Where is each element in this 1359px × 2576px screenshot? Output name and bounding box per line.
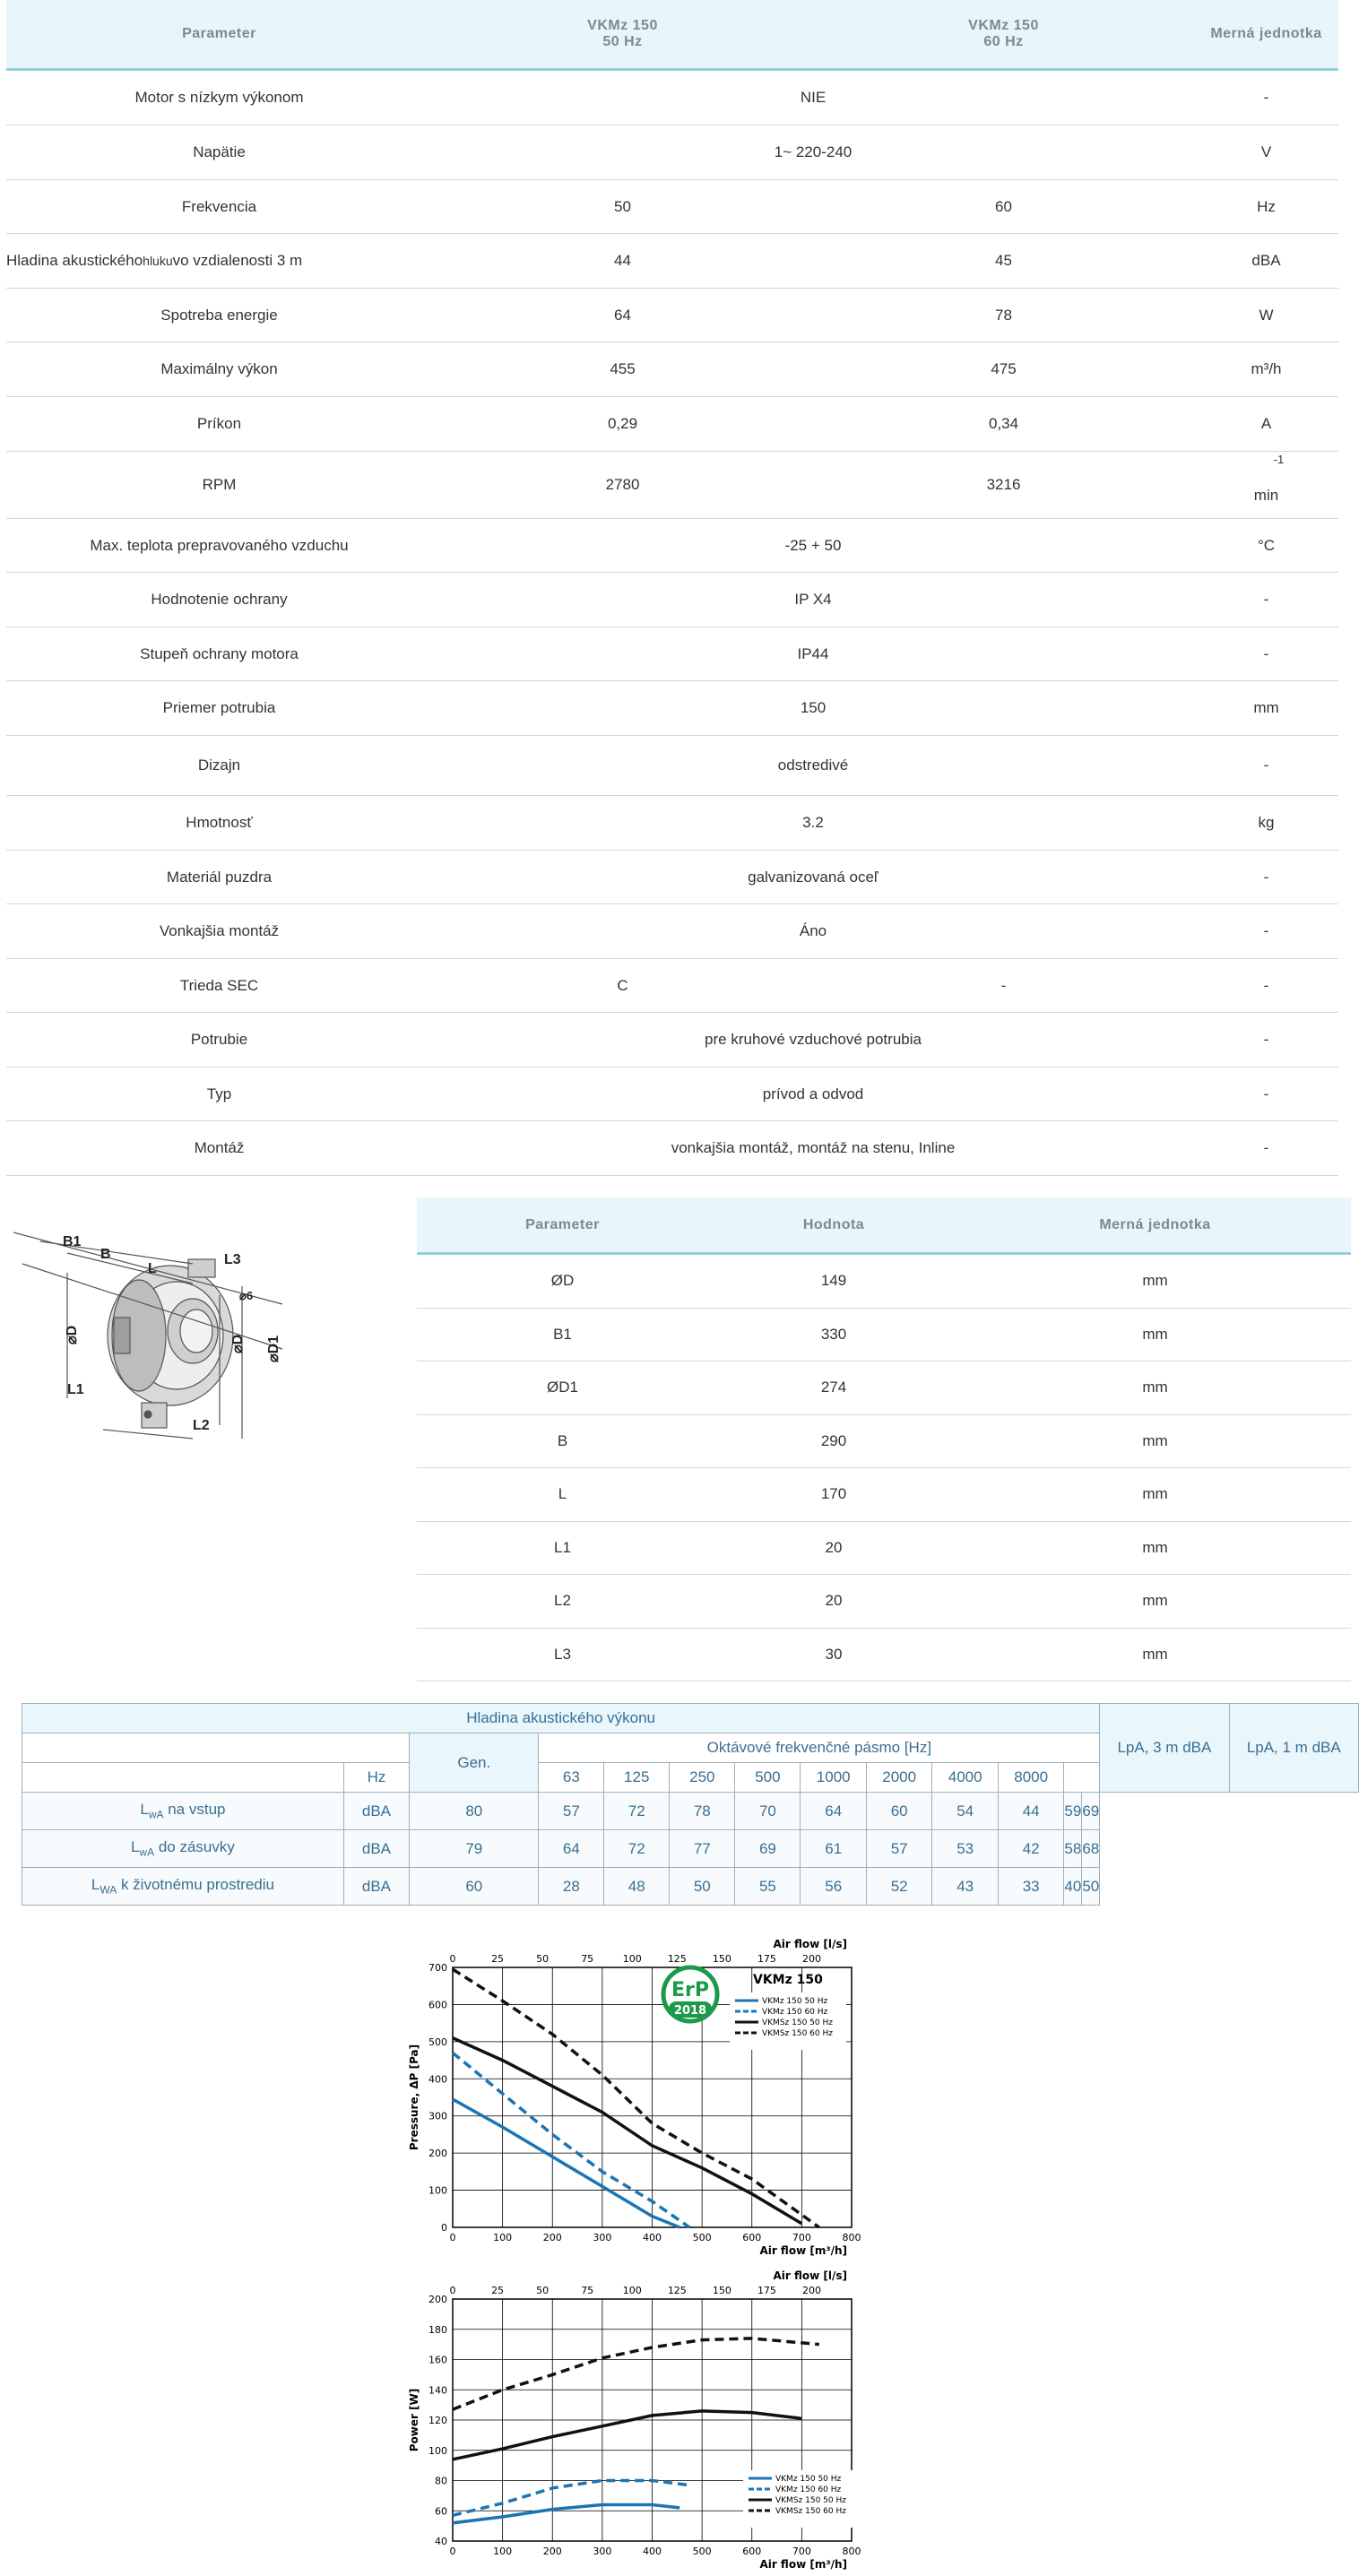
- x2-tick-label: 50: [536, 2285, 550, 2296]
- acoustic-gen: 60: [410, 1868, 539, 1906]
- y-tick-label: 0: [441, 2222, 447, 2234]
- band-header: 125: [604, 1763, 670, 1793]
- spec-value-60hz: 78: [995, 306, 1012, 324]
- spec-table: [6, 0, 1338, 1176]
- acoustic-row: [22, 1830, 1359, 1868]
- legend-label: VKMz 150 60 Hz: [762, 2008, 828, 2017]
- spec-label: Dizajn: [197, 756, 241, 774]
- x-axis-label: Air flow [m³/h]: [759, 2244, 847, 2257]
- acoustic-gen: 80: [410, 1793, 539, 1830]
- spec-value: 1~ 220-240: [774, 143, 853, 160]
- dims-value: 290: [820, 1431, 847, 1449]
- col-header-parameter: Parameter: [182, 26, 256, 41]
- power-chart: [394, 2263, 879, 2576]
- x2-tick-label: 25: [491, 2285, 505, 2296]
- spec-label: Frekvencia: [181, 197, 257, 215]
- spec-label: Max. teplota prepravovaného vzduchu: [90, 536, 349, 554]
- y-tick-label: 160: [428, 2354, 447, 2366]
- dims-row: [417, 1468, 1351, 1522]
- x-tick-label: 700: [792, 2232, 811, 2243]
- dims-unit: mm: [1142, 1325, 1168, 1343]
- dims-row: [417, 1575, 1351, 1629]
- dims-value: 20: [825, 1538, 843, 1556]
- y-tick-label: 200: [428, 2294, 447, 2305]
- y-tick-label: 120: [428, 2415, 447, 2426]
- acoustic-band-value: 64: [801, 1793, 866, 1830]
- acoustic-unit: dBA: [343, 1868, 409, 1906]
- spec-row: [6, 234, 1338, 289]
- x2-tick-label: 75: [581, 1953, 594, 1965]
- spec-label: Príkon: [196, 415, 242, 432]
- spec-row: [6, 904, 1338, 959]
- x-tick-label: 0: [449, 2232, 456, 2243]
- dim-label-l2: L2: [193, 1418, 210, 1433]
- y-tick-label: 600: [428, 1999, 447, 2011]
- spec-unit: -: [1263, 1085, 1269, 1102]
- dim-label-hole: ⌀6: [239, 1289, 254, 1302]
- spec-value: galvanizovaná oceľ: [748, 868, 879, 886]
- spec-value: pre kruhové vzduchové potrubia: [705, 1031, 922, 1048]
- acoustic-row-label: $L_{WA}$ k životnému prostrediu: [22, 1868, 344, 1906]
- x-tick-label: 200: [542, 2232, 562, 2243]
- spec-value: prívod a odvod: [762, 1085, 864, 1102]
- spec-unit: -: [1263, 868, 1269, 886]
- x2-tick-label: 200: [802, 1953, 821, 1965]
- spec-value: -25 + 50: [784, 536, 842, 554]
- acoustic-band-value: 44: [998, 1793, 1063, 1830]
- acoustic-band-value: 55: [735, 1868, 801, 1906]
- dims-col-parameter: Parameter: [525, 1216, 600, 1232]
- x2-tick-label: 25: [491, 1953, 505, 1965]
- x-tick-label: 300: [593, 2232, 612, 2243]
- dims-value: 30: [825, 1645, 843, 1663]
- x2-axis-label: Air flow [l/s]: [773, 1938, 847, 1950]
- band-header: 8000: [998, 1763, 1063, 1793]
- spec-label: Montáž: [194, 1139, 245, 1156]
- spec-row: [6, 519, 1338, 573]
- spec-row: [6, 1068, 1338, 1121]
- dim-label-b: B: [100, 1247, 111, 1262]
- spec-unit: Hz: [1257, 197, 1276, 215]
- acoustic-band-value: 60: [866, 1793, 931, 1830]
- band-header: 1000: [801, 1763, 866, 1793]
- spec-value: Áno: [799, 922, 827, 939]
- spec-unit: °C: [1257, 536, 1276, 554]
- spec-value: 150: [800, 699, 827, 716]
- x2-axis-label: Air flow [l/s]: [773, 2269, 847, 2282]
- spec-row: [6, 573, 1338, 627]
- erp-badge-text: ErP: [671, 1979, 710, 2001]
- dim-label-l: L: [148, 1261, 157, 1276]
- spec-label: Materiál puzdra: [166, 868, 273, 886]
- x2-tick-label: 150: [712, 2285, 731, 2296]
- dims-unit: mm: [1142, 1272, 1168, 1290]
- col-header-60hz: VKMz 150 60 Hz: [968, 18, 1039, 49]
- erp-badge: [663, 1967, 717, 2021]
- band-header: 63: [539, 1763, 604, 1793]
- dims-row: [417, 1309, 1351, 1362]
- spec-unit: -: [1263, 976, 1269, 994]
- spec-unit: -: [1263, 922, 1269, 939]
- acoustic-lpa1: 69: [1082, 1793, 1100, 1830]
- dim-label-d1: ⌀D1: [266, 1335, 281, 1362]
- band-header: 250: [670, 1763, 735, 1793]
- dims-value: 274: [820, 1379, 847, 1396]
- legend-label: VKMSz 150 60 Hz: [775, 2507, 846, 2516]
- spec-unit: -: [1263, 89, 1269, 106]
- x2-tick-label: 0: [449, 1953, 456, 1965]
- x-tick-label: 700: [792, 2546, 811, 2557]
- spec-row: [6, 125, 1338, 180]
- dims-header: [417, 1197, 1351, 1255]
- spec-unit: mm: [1253, 699, 1279, 716]
- dims-row: [417, 1629, 1351, 1682]
- spec-value: IP44: [797, 644, 829, 662]
- spec-label: Maximálny výkon: [160, 360, 278, 377]
- x2-tick-label: 0: [449, 2285, 456, 2296]
- acoustic-lpa3: 58: [1064, 1830, 1082, 1868]
- dims-unit: mm: [1142, 1592, 1168, 1610]
- pressure-chart: [394, 1923, 879, 2263]
- spec-unit: -: [1263, 591, 1269, 608]
- dims-unit: mm: [1142, 1645, 1168, 1663]
- dims-parameter: L1: [554, 1538, 571, 1556]
- spec-unit: dBA: [1251, 252, 1281, 269]
- spec-unit: W: [1259, 306, 1274, 324]
- acoustic-band-value: 48: [604, 1868, 670, 1906]
- spec-unit: -: [1263, 1031, 1269, 1048]
- x-tick-label: 600: [742, 2546, 762, 2557]
- acoustic-band-value: 50: [670, 1868, 735, 1906]
- acoustic-lpa3: 40: [1064, 1868, 1082, 1906]
- dims-value: 149: [820, 1272, 847, 1290]
- x-axis-label: Air flow [m³/h]: [759, 2558, 847, 2571]
- dim-label-d-left: ⌀D: [65, 1325, 80, 1344]
- y-tick-label: 40: [435, 2536, 447, 2547]
- spec-value-60hz: 45: [995, 252, 1012, 269]
- x2-tick-label: 150: [712, 1953, 731, 1965]
- x-tick-label: 500: [692, 2232, 712, 2243]
- spec-value: vonkajšia montáž, montáž na stenu, Inline: [671, 1139, 956, 1156]
- fan-dimension-drawing: [13, 1183, 300, 1443]
- y-tick-label: 180: [428, 2323, 447, 2336]
- spec-value-50hz: 455: [610, 360, 636, 377]
- dims-col-value: Hodnota: [802, 1216, 865, 1232]
- acoustic-band-value: 52: [866, 1868, 931, 1906]
- acoustic-band-value: 78: [670, 1793, 735, 1830]
- dim-label-l3: L3: [224, 1252, 241, 1267]
- dims-parameter: B1: [553, 1325, 572, 1343]
- dims-value: 330: [820, 1325, 847, 1343]
- spec-unit: -: [1263, 1139, 1269, 1156]
- y-tick-label: 500: [428, 2036, 447, 2048]
- dim-label-d-right: ⌀D: [230, 1334, 246, 1353]
- spec-label: Hladina akustickéhohlukuvo vzdialenosti 3 m: [6, 252, 303, 269]
- chart-title: VKMz 150: [753, 1973, 823, 1987]
- acoustic-lpa1: 68: [1082, 1830, 1100, 1868]
- spec-value-50hz: 50: [614, 197, 631, 215]
- spec-label: Vonkajšia montáž: [159, 922, 280, 939]
- band-header: 500: [735, 1763, 801, 1793]
- dims-unit: mm: [1142, 1379, 1168, 1396]
- spec-label: Potrubie: [190, 1031, 248, 1048]
- lpa3-header: LpA, 3 m dBA: [1100, 1704, 1229, 1793]
- x-tick-label: 800: [842, 2546, 861, 2557]
- x-tick-label: 800: [842, 2232, 861, 2243]
- legend: [730, 1993, 846, 2050]
- band-header: 4000: [932, 1763, 998, 1793]
- dims-parameter: L3: [554, 1645, 571, 1663]
- x-tick-label: 500: [692, 2546, 712, 2557]
- legend-label: VKMSz 150 50 Hz: [762, 2018, 833, 2027]
- spec-label: Typ: [206, 1085, 232, 1102]
- dims-unit: mm: [1142, 1431, 1168, 1449]
- spec-value-50hz: 0,29: [607, 415, 638, 432]
- acoustic-band-value: 57: [539, 1793, 604, 1830]
- x2-tick-label: 100: [622, 1953, 642, 1965]
- y-axis-label: Power [W]: [408, 2388, 420, 2452]
- acoustic-unit: dBA: [343, 1793, 409, 1830]
- dims-row: [417, 1255, 1351, 1309]
- dims-row: [417, 1415, 1351, 1469]
- x-tick-label: 100: [493, 2232, 513, 2243]
- acoustic-band-value: 61: [801, 1830, 866, 1868]
- spec-label: Spotreba energie: [160, 306, 278, 324]
- acoustic-row: [22, 1868, 1359, 1906]
- spec-row: [6, 1013, 1338, 1068]
- dims-parameter: B: [557, 1431, 568, 1449]
- gen-header: Gen.: [410, 1733, 539, 1793]
- acoustic-unit: dBA: [343, 1830, 409, 1868]
- spec-row: [6, 289, 1338, 342]
- spec-value-60hz: 60: [995, 197, 1012, 215]
- acoustic-band-value: 70: [735, 1793, 801, 1830]
- legend-label: VKMz 150 60 Hz: [775, 2485, 842, 2494]
- spec-row: [6, 342, 1338, 397]
- acoustic-band-value: 64: [539, 1830, 604, 1868]
- dims-parameter: L: [558, 1485, 567, 1503]
- acoustic-band-value: 28: [539, 1868, 604, 1906]
- spec-label: Trieda SEC: [179, 976, 259, 994]
- spec-row: [6, 736, 1338, 796]
- acoustic-band-value: 54: [932, 1793, 998, 1830]
- acoustic-band-value: 33: [998, 1868, 1063, 1906]
- col-header-unit: Merná jednotka: [1210, 26, 1322, 41]
- spec-row: [6, 627, 1338, 681]
- acoustic-band-value: 72: [604, 1830, 670, 1868]
- x2-tick-label: 125: [667, 2285, 687, 2296]
- x2-tick-label: 200: [802, 2285, 821, 2296]
- x-tick-label: 0: [449, 2546, 456, 2557]
- spec-value-50hz: 44: [614, 252, 631, 269]
- spec-label: Priemer potrubia: [162, 699, 276, 716]
- acoustic-band-value: 57: [866, 1830, 931, 1868]
- y-axis-label: Pressure, ΔP [Pa]: [408, 2044, 420, 2151]
- spec-row: [6, 959, 1338, 1013]
- spec-label: Hodnotenie ochrany: [151, 591, 288, 608]
- erp-badge-year: 2018: [673, 2004, 707, 2018]
- x-tick-label: 200: [542, 2546, 562, 2557]
- y-tick-label: 100: [428, 2444, 447, 2457]
- legend-label: VKMz 150 50 Hz: [775, 2475, 842, 2484]
- spec-value-60hz: 475: [991, 360, 1017, 377]
- x-tick-label: 400: [643, 2546, 662, 2557]
- dim-label-l1: L1: [67, 1382, 84, 1397]
- acoustic-row-label: $L_{wA}$ na vstup: [22, 1793, 344, 1830]
- spec-unit: m³/h: [1251, 360, 1282, 377]
- spec-row: [6, 71, 1338, 125]
- y-tick-label: 300: [428, 2110, 447, 2122]
- spec-value: IP X4: [794, 591, 832, 608]
- spec-value-60hz: -: [1000, 976, 1007, 994]
- acoustic-lpa1: 50: [1082, 1868, 1100, 1906]
- acoustic-band-value: 53: [932, 1830, 998, 1868]
- spec-value-50hz: 2780: [605, 476, 640, 493]
- spec-value-50hz: C: [617, 976, 628, 994]
- spec-label: Hmotnosť: [186, 814, 253, 831]
- acoustic-band-value: 77: [670, 1830, 735, 1868]
- acoustic-table: [22, 1703, 1359, 1906]
- spec-value: odstredivé: [777, 756, 849, 774]
- x-tick-label: 400: [643, 2232, 662, 2243]
- band-header: 2000: [866, 1763, 931, 1793]
- spec-label: RPM: [202, 476, 237, 493]
- y-tick-label: 100: [428, 2184, 447, 2197]
- legend-label: VKMSz 150 50 Hz: [775, 2496, 846, 2505]
- col-header-50hz: VKMz 150 50 Hz: [587, 18, 658, 49]
- acoustic-gen: 79: [410, 1830, 539, 1868]
- spec-unit: kg: [1258, 814, 1275, 831]
- dims-parameter: ØD: [550, 1272, 575, 1290]
- legend-label: VKMz 150 50 Hz: [762, 1997, 828, 2006]
- dims-parameter: ØD1: [547, 1379, 578, 1396]
- spec-row: [6, 796, 1338, 851]
- spec-row: [6, 851, 1338, 904]
- x2-tick-label: 175: [757, 1953, 776, 1965]
- acoustic-band-value: 43: [932, 1868, 998, 1906]
- hz-header: Hz: [343, 1763, 409, 1793]
- dims-row: [417, 1361, 1351, 1415]
- x-tick-label: 600: [742, 2232, 762, 2243]
- y-tick-label: 60: [435, 2505, 447, 2518]
- y-tick-label: 140: [428, 2384, 447, 2397]
- acoustic-band-value: 56: [801, 1868, 866, 1906]
- x-tick-label: 100: [493, 2546, 513, 2557]
- spec-row: [6, 397, 1338, 452]
- spec-header: [6, 0, 1338, 71]
- dims-unit: mm: [1142, 1538, 1168, 1556]
- spec-row: [6, 452, 1338, 519]
- spec-value-60hz: 3216: [986, 476, 1021, 493]
- acoustic-band-value: 69: [735, 1830, 801, 1868]
- dims-col-unit: Merná jednotka: [1099, 1216, 1211, 1232]
- y-tick-label: 700: [428, 1962, 447, 1974]
- acoustic-band-value: 42: [998, 1830, 1063, 1868]
- acoustic-lpa3: 59: [1064, 1793, 1082, 1830]
- x2-tick-label: 175: [757, 2285, 776, 2296]
- spec-unit: -: [1263, 756, 1269, 774]
- lpa1-header: LpA, 1 m dBA: [1229, 1704, 1358, 1793]
- spec-row: [6, 681, 1338, 736]
- spec-row: [6, 1121, 1338, 1176]
- y-tick-label: 400: [428, 2073, 447, 2086]
- legend: [743, 2470, 860, 2528]
- spec-unit: -: [1263, 644, 1269, 662]
- spec-value: NIE: [800, 89, 827, 106]
- dims-parameter: L2: [554, 1592, 571, 1610]
- spec-row: [6, 180, 1338, 234]
- acoustic-row-label: $L_{wA}$ do zásuvky: [22, 1830, 344, 1868]
- x2-tick-label: 75: [581, 2285, 594, 2296]
- dims-row: [417, 1522, 1351, 1576]
- x-tick-label: 300: [593, 2546, 612, 2557]
- octave-header: Oktávové frekvenčné pásmo [Hz]: [539, 1733, 1100, 1763]
- acoustic-row: [22, 1793, 1359, 1830]
- spec-value-60hz: 0,34: [988, 415, 1019, 432]
- spec-label: Motor s nízkym výkonom: [134, 89, 304, 106]
- x2-tick-label: 125: [667, 1953, 687, 1965]
- y-tick-label: 200: [428, 2148, 447, 2160]
- dimensions-table: [417, 1197, 1351, 1681]
- spec-label: Napätie: [193, 143, 246, 160]
- x2-tick-label: 100: [622, 2285, 642, 2296]
- dims-value: 170: [820, 1485, 847, 1503]
- spec-value-50hz: 64: [614, 306, 631, 324]
- acoustic-band-value: 72: [604, 1793, 670, 1830]
- spec-unit: $^{-1}$ min: [1253, 453, 1285, 504]
- x2-tick-label: 50: [536, 1953, 550, 1965]
- spec-value: 3.2: [802, 814, 824, 831]
- dims-unit: mm: [1142, 1485, 1168, 1503]
- spec-unit: A: [1260, 415, 1272, 432]
- dim-label-b1: B1: [63, 1234, 82, 1249]
- spec-label: Stupeň ochrany motora: [140, 644, 299, 662]
- spec-unit: V: [1260, 143, 1272, 160]
- y-tick-label: 80: [435, 2475, 447, 2487]
- dims-value: 20: [825, 1592, 843, 1610]
- acoustic-title: Hladina akustického výkonu: [22, 1704, 1100, 1733]
- legend-label: VKMSz 150 60 Hz: [762, 2029, 833, 2038]
